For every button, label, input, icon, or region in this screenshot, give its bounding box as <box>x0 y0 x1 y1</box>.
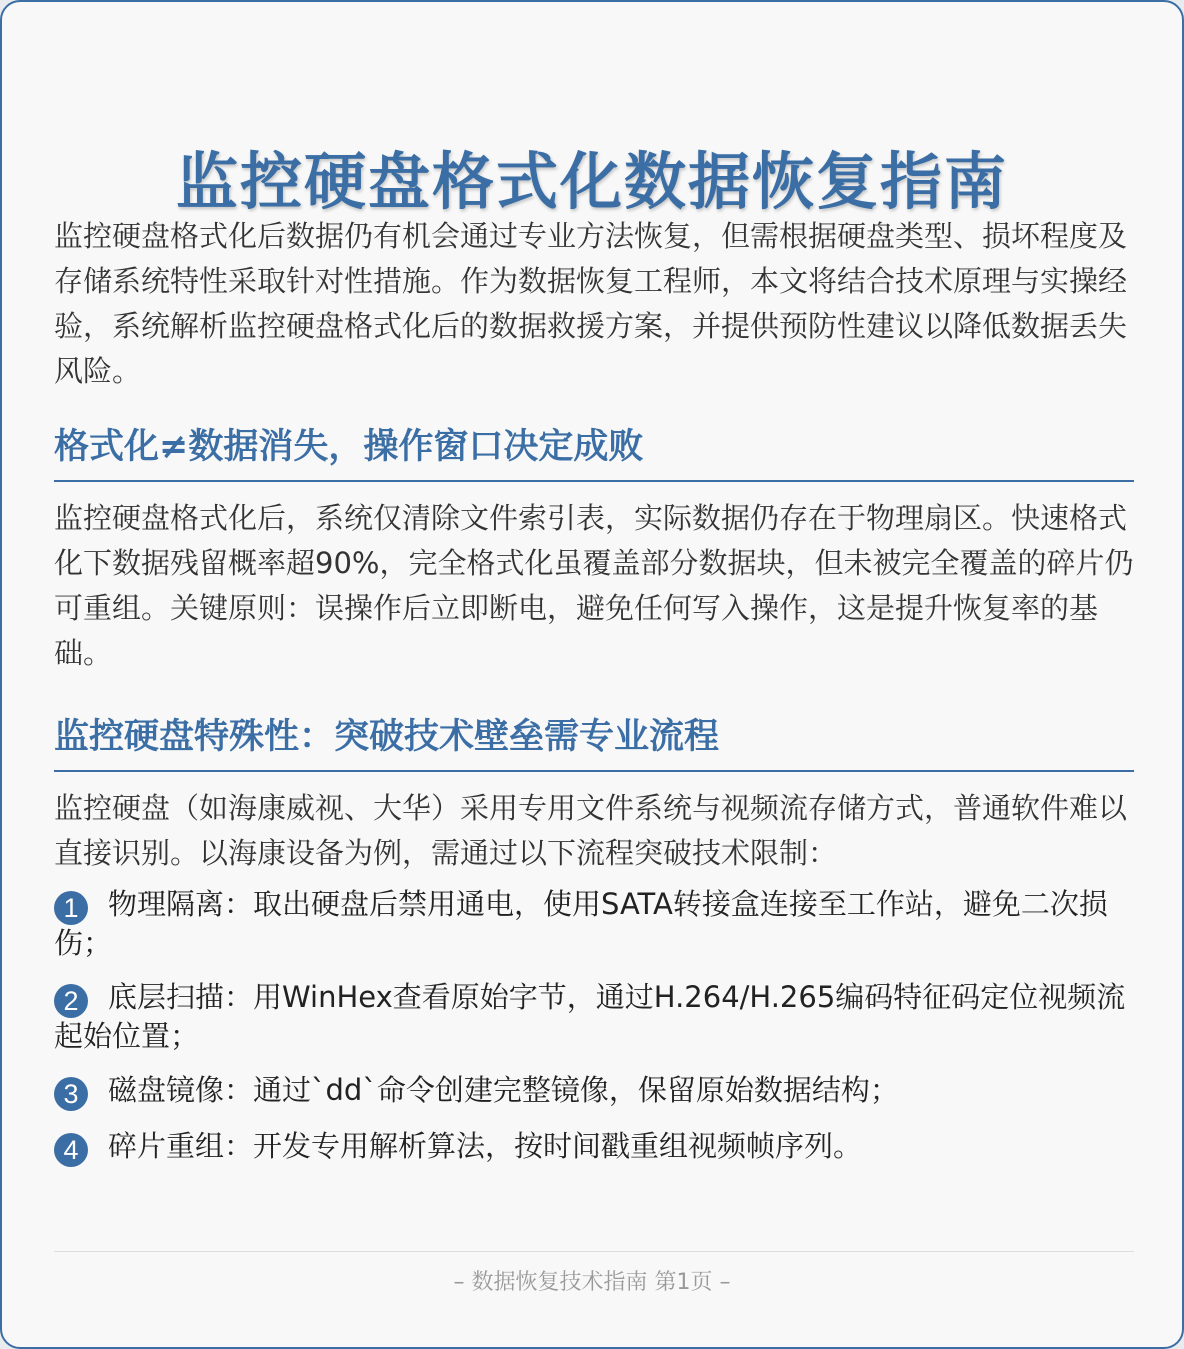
step-number-badge: 2 <box>54 984 88 1018</box>
section-heading: 监控硬盘特殊性：突破技术壁垒需专业流程 <box>54 712 1134 772</box>
step-number-badge: 3 <box>54 1077 88 1111</box>
step-item <box>54 979 1134 1055</box>
step-text: 底层扫描：用WinHex查看原始字节，通过H.264/H.265编码特征码定位视频流起始位置； <box>54 980 1126 1053</box>
step-item <box>54 1128 1134 1167</box>
section-paragraph: 监控硬盘格式化后，系统仅清除文件索引表，实际数据仍存在于物理扇区。快速格式化下数据残留概率超90%，完全格式化虽覆盖部分数据块，但未被完全覆盖的碎片仍可重组。关键原则：误操作后立即断电，避免任何写入操作，这是提升恢复率的基础。 <box>54 501 1134 670</box>
step-text: 磁盘镜像：通过`dd`命令创建完整镜像，保留原始数据结构； <box>108 1073 899 1107</box>
page-footer: – 数据恢复技术指南 第1页 – <box>453 1270 731 1295</box>
step-text: 物理隔离：取出硬盘后禁用通电，使用SATA转接盒连接至工作站，避免二次损伤； <box>54 887 1108 960</box>
intro-block <box>54 214 1134 394</box>
footer-divider <box>54 1251 1134 1252</box>
step-number-badge: 4 <box>54 1133 88 1167</box>
page-title: 监控硬盘格式化数据恢复指南 <box>175 144 1008 218</box>
section-heading: 格式化≠数据消失，操作窗口决定成败 <box>54 422 1134 482</box>
section-special-drives <box>54 712 1134 1184</box>
step-item <box>54 886 1134 962</box>
section-paragraph: 监控硬盘（如海康威视、大华）采用专用文件系统与视频流存储方式，普通软件难以直接识别。以海康设备为例，需通过以下流程突破技术限制： <box>54 791 1128 870</box>
step-number-badge: 1 <box>54 891 88 925</box>
recovery-steps-list <box>54 886 1134 1167</box>
step-text: 碎片重组：开发专用解析算法，按时间戳重组视频帧序列。 <box>108 1129 863 1163</box>
section-format-not-loss <box>54 422 1134 676</box>
intro-paragraph: 监控硬盘格式化后数据仍有机会通过专业方法恢复，但需根据硬盘类型、损坏程度及存储系统特性采取针对性措施。作为数据恢复工程师，本文将结合技术原理与实操经验，系统解析监控硬盘格式化后的数据救援方案，并提供预防性建议以降低数据丢失风险。 <box>54 219 1128 388</box>
step-item <box>54 1072 1134 1111</box>
